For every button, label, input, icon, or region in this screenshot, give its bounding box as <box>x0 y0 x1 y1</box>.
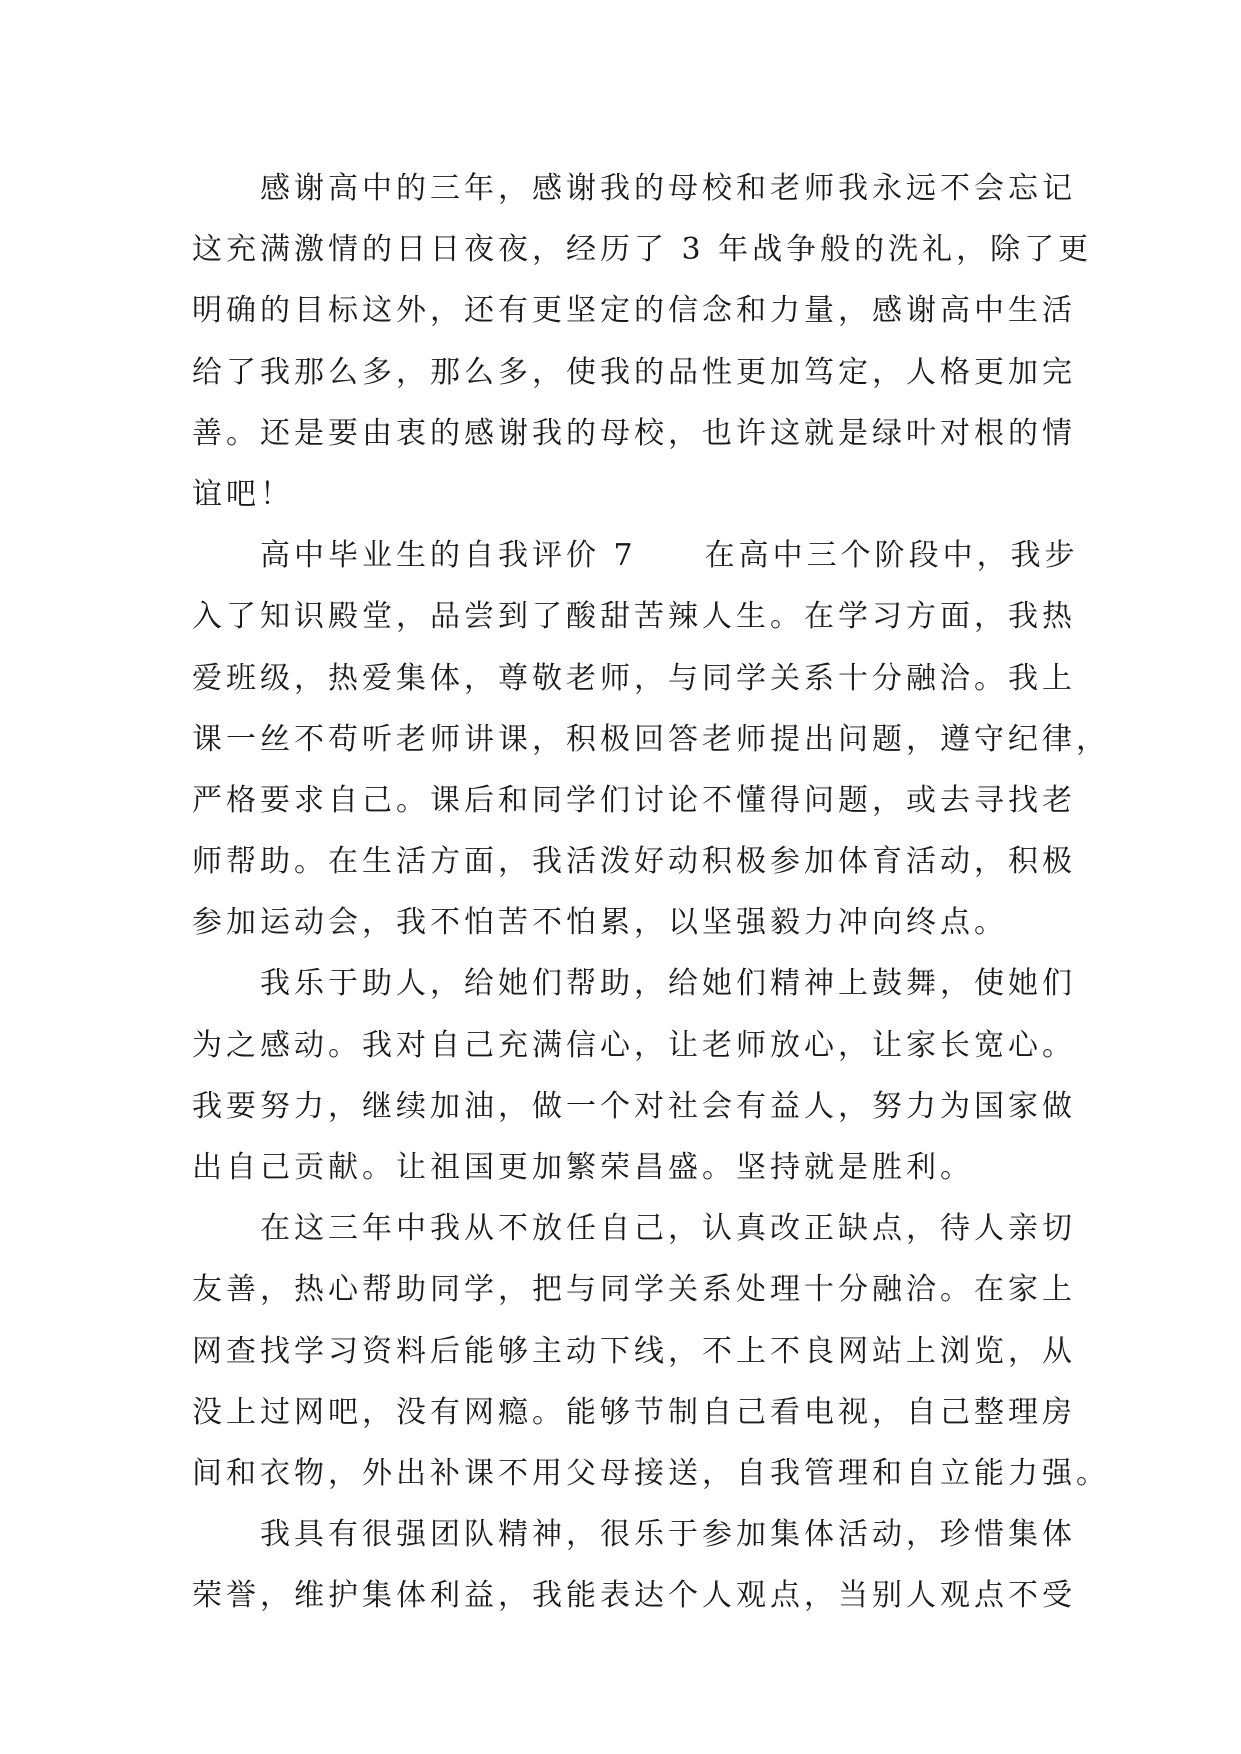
text-line: 在这三年中我从不放任自己，认真改正缺点，待人亲切 <box>260 1211 1076 1247</box>
text-line: 我要努力，继续加油，做一个对社会有益人，努力为国家做 <box>192 1088 1076 1124</box>
text-line: 严格要求自己。课后和同学们讨论不懂得问题，或去寻找老 <box>192 782 1076 818</box>
text-line: 间和衣物，外出补课不用父母接送，自我管理和自立能力强。 <box>192 1455 1110 1491</box>
document-body <box>192 158 1110 1627</box>
text-line: 课一丝不苟听老师讲课，积极回答老师提出问题，遵守纪律， <box>192 721 1110 757</box>
text-line: 友善，热心帮助同学，把与同学关系处理十分融洽。在家上 <box>192 1272 1076 1308</box>
text-line: 爱班级，热爱集体，尊敬老师，与同学关系十分融洽。我上 <box>192 660 1076 696</box>
text-line: 为之感动。我对自己充满信心，让老师放心，让家长宽心。 <box>192 1027 1076 1063</box>
text-line: 感谢高中的三年，感谢我的母校和老师我永远不会忘记 <box>260 171 1076 206</box>
text-line: 没上过网吧，没有网瘾。能够节制自己看电视，自己整理房 <box>192 1394 1076 1430</box>
text-line: 师帮助。在生活方面，我活泼好动积极参加体育活动，积极 <box>192 844 1076 880</box>
text-line: 善。还是要由衷的感谢我的母校，也许这就是绿叶对根的情 <box>192 415 1076 451</box>
text-line: 入了知识殿堂，品尝到了酸甜苦辣人生。在学习方面，我热 <box>192 599 1076 635</box>
text-line: 谊吧！ <box>192 476 294 512</box>
text-line: 出自己贡献。让祖国更加繁荣昌盛。坚持就是胜利。 <box>192 1150 974 1185</box>
section-heading-line: 高中毕业生的自我评价 7 在高中三个阶段中，我步 <box>260 538 1079 574</box>
text-line: 我乐于助人，给她们帮助，给她们精神上鼓舞，使她们 <box>260 966 1076 1002</box>
text-line: 网查找学习资料后能够主动下线，不上不良网站上浏览，从 <box>192 1333 1076 1369</box>
text-line: 我具有很强团队精神，很乐于参加集体活动，珍惜集体 <box>260 1517 1076 1553</box>
text-line: 参加运动会，我不怕苦不怕累，以坚强毅力冲向终点。 <box>192 905 1008 941</box>
text-line: 给了我那么多，那么多，使我的品性更加笃定，人格更加完 <box>192 354 1076 390</box>
text-line: 明确的目标这外，还有更坚定的信念和力量，感谢高中生活 <box>192 293 1076 329</box>
text-line: 荣誉，维护集体利益，我能表达个人观点，当别人观点不受 <box>192 1578 1076 1614</box>
text-line: 这充满激情的日日夜夜，经历了 3 年战争般的洗礼，除了更 <box>192 232 1093 268</box>
